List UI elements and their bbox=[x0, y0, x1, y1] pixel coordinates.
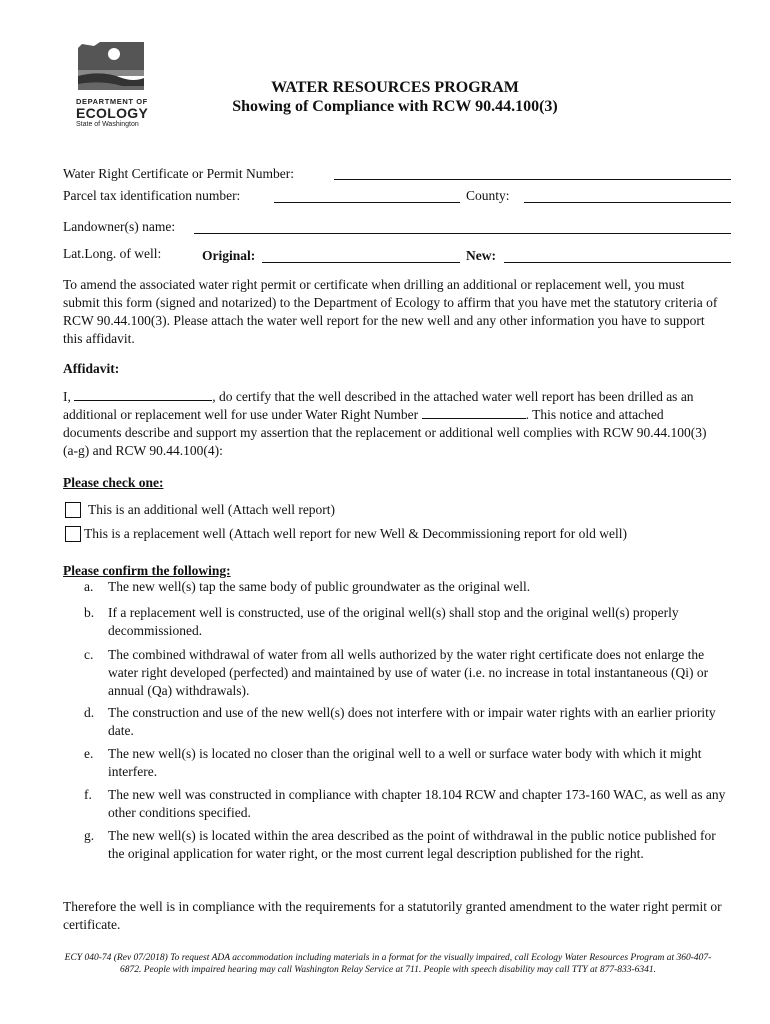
list-letter: f. bbox=[84, 787, 92, 802]
county-field[interactable] bbox=[524, 202, 731, 203]
page-footer: ECY 040-74 (Rev 07/2018) To request ADA accommodation including materials in a format for the visually impaired, call Ecology Water Resources Program at 360-407-6872. People with impaired hearing may call Washington Relay Service at 711. People with speech disability may call TTY at 877-833-6341. bbox=[64, 953, 712, 975]
list-item bbox=[84, 604, 734, 640]
logo-agency: ECOLOGY bbox=[76, 105, 149, 121]
new-latlong-field[interactable] bbox=[504, 262, 731, 263]
list-letter: c. bbox=[84, 647, 94, 662]
landowner-label: Landowner(s) name: bbox=[63, 219, 176, 234]
affidavit-part-2: , do certify that the well described in the attached water well report has been drilled as an additional or replacement well for use under Water Right Number bbox=[63, 389, 694, 422]
logo-text bbox=[76, 97, 176, 129]
additional-well-checkbox[interactable] bbox=[65, 502, 81, 518]
list-text: The construction and use of the new well(s) does not interfere with or impair water rights with an earlier priority date. bbox=[108, 705, 716, 738]
original-label: Original: bbox=[202, 248, 256, 263]
affidavit-part-1: I, bbox=[63, 389, 71, 404]
landowner-field[interactable] bbox=[194, 233, 731, 234]
certificate-number-field[interactable] bbox=[334, 179, 731, 180]
water-right-number-field[interactable] bbox=[422, 406, 526, 419]
certificate-label: Water Right Certificate or Permit Number: bbox=[63, 166, 294, 181]
list-text: The new well(s) tap the same body of public groundwater as the original well. bbox=[108, 579, 531, 594]
list-letter: e. bbox=[84, 746, 94, 761]
latlong-label: Lat.Long. of well: bbox=[63, 246, 162, 261]
affidavit-part-3: . This notice and attached documents describe and support my assertion that the replacement or additional well complies with RCW 90.44.100(3) (a-g) and RCW 90.44.100(4): bbox=[63, 407, 707, 458]
list-letter: b. bbox=[84, 605, 95, 620]
confirm-heading: Please confirm the following: bbox=[63, 563, 231, 578]
logo-department: DEPARTMENT OF bbox=[76, 97, 148, 106]
intro-paragraph: To amend the associated water right permit or certificate when drilling an additional or replacement well, you must submit this form (signed and notarized) to the Department of Ecology to affirm that you have met the statutory criteria of RCW 90.44.100(3). Please attach the water well report for the new well and any other information you have to support this affidavit. bbox=[63, 277, 718, 346]
list-item bbox=[84, 827, 734, 863]
conclusion-paragraph: Therefore the well is in compliance with the requirements for a statutorily granted amendment to the water right permit or certificate. bbox=[63, 899, 722, 932]
list-text: If a replacement well is constructed, use of the original well(s) shall stop and the original well(s) properly decommissioned. bbox=[108, 605, 679, 638]
list-text: The combined withdrawal of water from all wells authorized by the water right certificate does not enlarge the water right developed (perfected) and maintained by use of water (i.e. no increase in total instantaneous (Qi) or annual (Qa) withdrawals). bbox=[108, 647, 709, 698]
list-text: The new well(s) is located within the area described as the point of withdrawal in the public notice published for the original application for water right, or the most current legal description published for the right. bbox=[108, 828, 716, 861]
form-title: Showing of Compliance with RCW 90.44.100(3) bbox=[232, 98, 558, 115]
additional-well-label: This is an additional well (Attach well report) bbox=[88, 502, 336, 517]
list-text: The new well(s) is located no closer than the original well to a well or surface water body with which it might interfere. bbox=[108, 746, 702, 779]
original-latlong-field[interactable] bbox=[262, 262, 460, 263]
check-heading: Please check one: bbox=[63, 475, 164, 490]
list-letter: a. bbox=[84, 579, 94, 594]
affidavit-heading: Affidavit: bbox=[63, 361, 120, 376]
replacement-well-checkbox[interactable] bbox=[65, 526, 81, 542]
parcel-number-field[interactable] bbox=[274, 202, 460, 203]
replacement-well-label: This is a replacement well (Attach well report for new Well & Decommissioning report for old well) bbox=[84, 526, 628, 541]
page-header bbox=[200, 78, 590, 116]
list-letter: g. bbox=[84, 828, 95, 843]
list-letter: d. bbox=[84, 705, 95, 720]
county-label: County: bbox=[466, 188, 510, 203]
list-item bbox=[84, 646, 734, 700]
list-item bbox=[84, 745, 734, 781]
affiant-name-field[interactable] bbox=[74, 388, 212, 401]
program-title: WATER RESOURCES PROGRAM bbox=[271, 79, 519, 96]
list-item bbox=[84, 704, 734, 740]
list-text: The new well was constructed in compliance with chapter 18.104 RCW and chapter 173-160 WAC, as well as any other conditions specified. bbox=[108, 787, 726, 820]
new-label: New: bbox=[466, 248, 496, 263]
list-item bbox=[84, 578, 734, 596]
logo-state: State of Washington bbox=[76, 121, 139, 128]
list-item bbox=[84, 786, 734, 822]
parcel-label: Parcel tax identification number: bbox=[63, 188, 241, 203]
affidavit-paragraph bbox=[63, 388, 723, 460]
